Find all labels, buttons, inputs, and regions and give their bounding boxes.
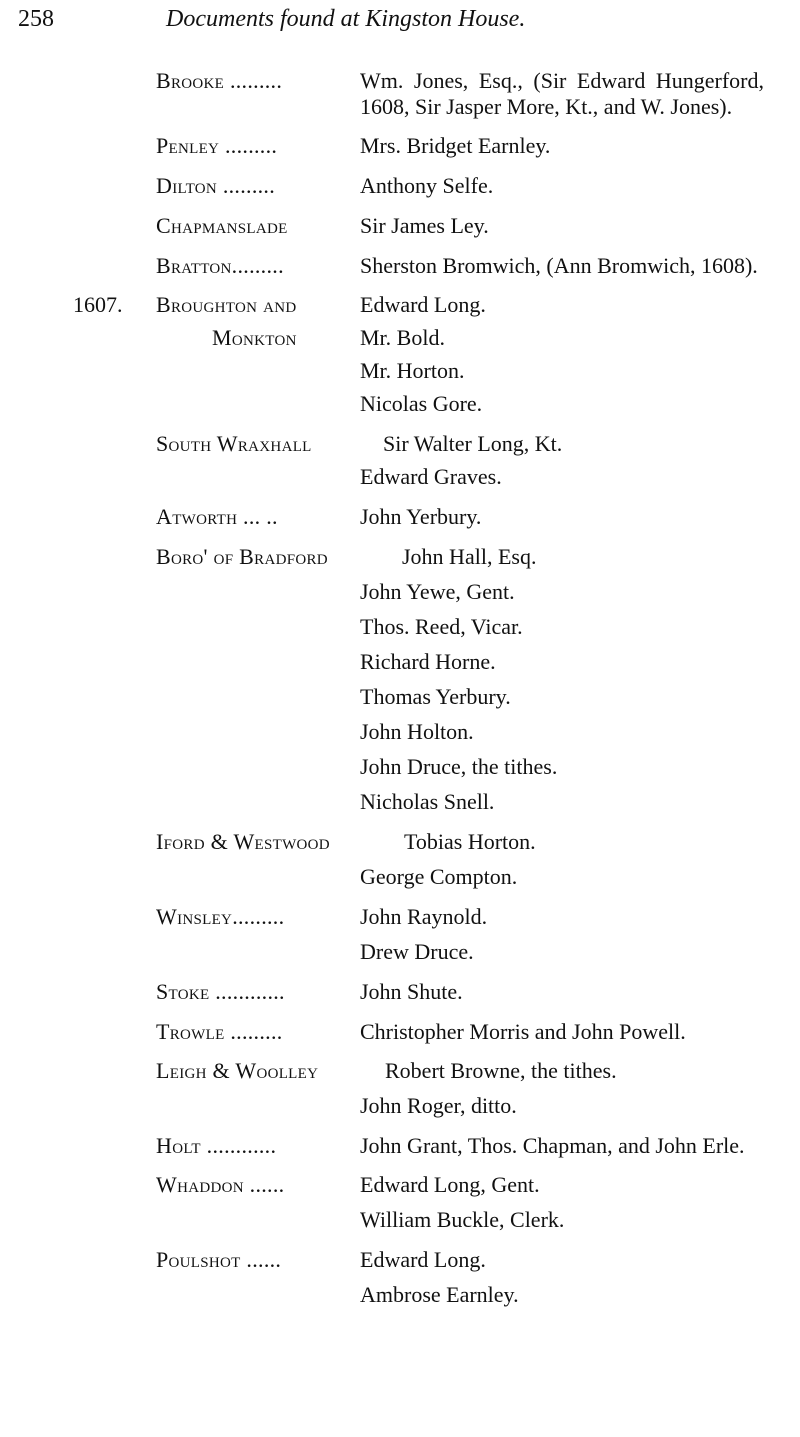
entry <box>0 253 800 279</box>
owner-name: John Shute. <box>360 979 463 1004</box>
owner-name: Edward Graves. <box>360 464 502 489</box>
owner-name: Sir Walter Long, Kt. <box>383 431 563 456</box>
place-name: Atworth ... .. <box>156 504 278 529</box>
owner-name: Christopher Morris and John Powell. <box>360 1019 686 1044</box>
owner-name: William Buckle, Clerk. <box>360 1207 565 1232</box>
place-name: Broughton and <box>156 292 297 317</box>
place-name: Poulshot ...... <box>156 1247 282 1272</box>
owner-name: John Yewe, Gent. <box>360 579 515 604</box>
owner-name: Nicolas Gore. <box>360 391 483 416</box>
owner-name: Wm. Jones, Esq., (Sir Edward Hungerford, 1608, Sir Jasper More, Kt., and W. Jones). <box>360 68 764 119</box>
place-name: Holt ............ <box>156 1133 277 1158</box>
place-name: Penley ......... <box>156 133 278 158</box>
entry <box>0 431 800 491</box>
owner-name: Edward Long. <box>360 1247 486 1272</box>
running-title: Documents found at Kingston House. <box>166 6 526 32</box>
owner-name: Anthony Selfe. <box>360 173 494 198</box>
owner-name: John Yerbury. <box>360 504 482 529</box>
entry <box>0 544 800 816</box>
owner-name: Robert Browne, the tithes. <box>385 1058 617 1083</box>
owner-name: Sir James Ley. <box>360 213 489 238</box>
owner-name: Sherston Bromwich, (Ann Bromwich, 1608). <box>360 253 758 278</box>
owner-name: Tobias Horton. <box>404 829 536 854</box>
owner-name: Edward Long, Gent. <box>360 1172 540 1197</box>
owner-name: Mrs. Bridget Earnley. <box>360 133 551 158</box>
place-name: Chapmanslade <box>156 213 288 238</box>
owner-name: John Druce, the tithes. <box>360 754 558 779</box>
place-name: Leigh & Woolley <box>156 1058 319 1083</box>
owner-name: Nicholas Snell. <box>360 789 495 814</box>
owner-name: John Roger, ditto. <box>360 1093 517 1118</box>
entry <box>0 213 800 240</box>
owner-name: Thos. Reed, Vicar. <box>360 614 523 639</box>
entry <box>0 292 800 418</box>
place-name: Stoke ............ <box>156 979 285 1004</box>
place-name: Winsley......... <box>156 904 285 929</box>
entry <box>0 1019 800 1045</box>
owner-name: Drew Druce. <box>360 939 474 964</box>
place-name: Bratton......... <box>156 253 284 278</box>
owner-name: Thomas Yerbury. <box>360 684 511 709</box>
place-name: South Wraxhall <box>156 431 312 456</box>
owner-name: John Holton. <box>360 719 474 744</box>
entry <box>0 1058 800 1120</box>
owner-name: Richard Horne. <box>360 649 496 674</box>
place-name: Boro' of Bradford <box>156 544 328 569</box>
place-name: Iford & Westwood <box>156 829 330 854</box>
entry <box>0 829 800 891</box>
entry <box>0 1133 800 1159</box>
place-name: Trowle ......... <box>156 1019 283 1044</box>
entries-list <box>0 68 800 1322</box>
entry <box>0 1247 800 1309</box>
owner-name: George Compton. <box>360 864 518 889</box>
place-name: Brooke ......... <box>156 68 283 93</box>
owner-name: Edward Long. <box>360 292 486 317</box>
owner-name: Ambrose Earnley. <box>360 1282 519 1307</box>
entry <box>0 979 800 1006</box>
entry <box>0 1172 800 1234</box>
year-label: 1607. <box>73 292 123 317</box>
place-name: Whaddon ...... <box>156 1172 285 1197</box>
page-number: 258 <box>18 6 54 32</box>
owner-name: Mr. Horton. <box>360 358 465 383</box>
owner-name: John Raynold. <box>360 904 488 929</box>
entry <box>0 173 800 200</box>
entry <box>0 904 800 966</box>
owner-name: Mr. Bold. <box>360 325 445 350</box>
place-name-continued: Monkton <box>212 325 297 350</box>
place-name: Dilton ......... <box>156 173 276 198</box>
owner-name: John Hall, Esq. <box>402 544 537 569</box>
entry <box>0 504 800 531</box>
entry <box>0 68 800 120</box>
owner-name: John Grant, Thos. Chapman, and John Erle. <box>360 1133 745 1158</box>
entry <box>0 133 800 160</box>
